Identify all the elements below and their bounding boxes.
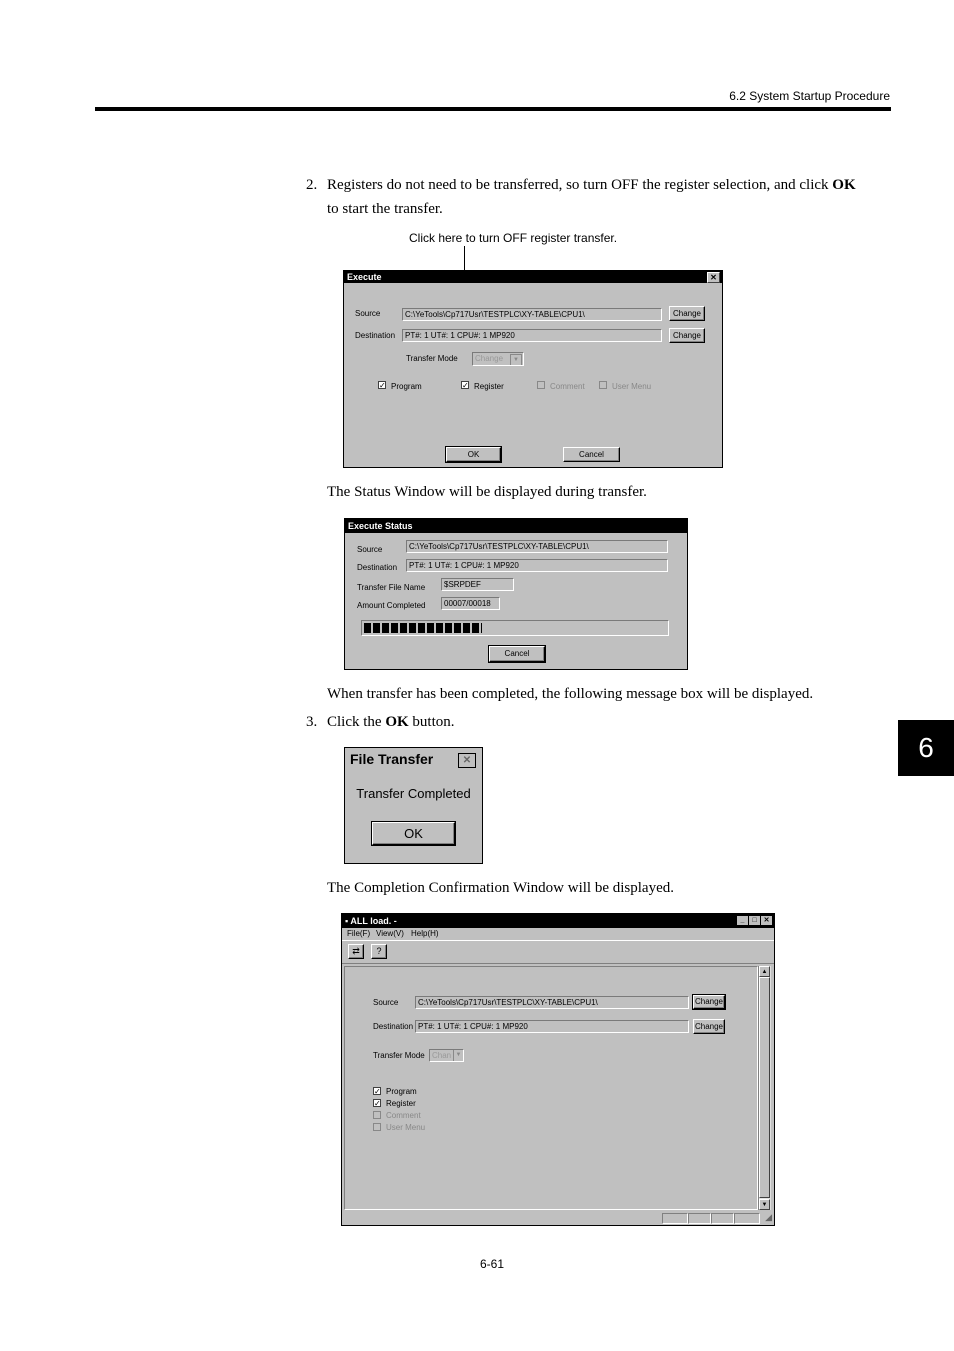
status-destination-field: PT#: 1 UT#: 1 CPU#: 1 MP920 (406, 559, 668, 572)
window-controls (737, 916, 772, 925)
user-menu-label: User Menu (612, 382, 652, 391)
all-load-title: ALL load. - (350, 916, 397, 926)
all-source-change-button[interactable]: Change (693, 995, 725, 1009)
all-load-window (341, 913, 775, 1226)
status-bar (342, 1211, 774, 1225)
all-source-label: Source (373, 998, 399, 1007)
callout-text: Click here to turn OFF register transfer. (409, 231, 618, 245)
amount-label: Amount Completed (357, 601, 426, 610)
destination-field[interactable]: PT#: 1 UT#: 1 CPU#: 1 MP920 (402, 329, 662, 342)
amount-field: 00007/00018 (441, 597, 500, 610)
execute-dialog (343, 270, 723, 468)
source-change-button[interactable]: Change (669, 306, 705, 321)
user-menu-checkbox[interactable] (599, 381, 607, 389)
all-program-checkbox[interactable]: ✓ (374, 1087, 381, 1096)
close-icon[interactable]: ✕ (707, 272, 720, 283)
scroll-down-icon[interactable]: ▼ (759, 1199, 770, 1210)
destination-label: Destination (355, 331, 396, 340)
status-destination-label: Destination (357, 563, 398, 572)
source-label: Source (355, 309, 381, 318)
maximize-icon[interactable]: □ (749, 916, 760, 925)
comment-checkbox[interactable] (537, 381, 545, 389)
status-pane-2 (688, 1213, 711, 1224)
menu-bar (342, 928, 774, 940)
all-load-title-bar (342, 914, 774, 928)
toolbar (342, 940, 774, 964)
transfer-mode-label: Transfer Mode (406, 354, 458, 363)
status-pane-3 (711, 1213, 734, 1224)
menu-help[interactable]: Help(H) (411, 929, 439, 938)
register-checkbox[interactable]: ✓ (462, 381, 469, 390)
file-transfer-ok-button[interactable]: OK (372, 822, 455, 845)
register-label: Register (474, 382, 504, 391)
close-icon[interactable]: ✕ (458, 753, 476, 768)
complete-note: When transfer has been completed, the following message box will be displayed. (327, 686, 814, 702)
status-source-label: Source (357, 545, 383, 554)
running-header: 6.2 System Startup Procedure (729, 89, 890, 103)
execute-title: Execute (347, 272, 382, 282)
execute-title-bar (344, 271, 722, 283)
source-field[interactable]: C:\YeTools\Cp717Usr\TESTPLC\XY-TABLE\CPU1\ (402, 308, 662, 321)
header-rule (95, 107, 891, 111)
all-load-content (344, 966, 758, 1210)
minimize-icon[interactable]: _ (737, 916, 748, 925)
confirm-note: The Completion Confirmation Window will be displayed. (327, 880, 674, 896)
ok-button[interactable]: OK (446, 447, 501, 462)
page-number: 6-61 (479, 1257, 505, 1271)
all-source-field[interactable]: C:\YeTools\Cp717Usr\TESTPLC\XY-TABLE\CPU1\ (415, 996, 689, 1009)
all-transfer-mode-value: Chan (432, 1051, 452, 1060)
step-2-number: 2. (306, 177, 318, 193)
step-2-text (327, 173, 893, 221)
all-destination-field[interactable]: PT#: 1 UT#: 1 CPU#: 1 MP920 (415, 1020, 689, 1033)
all-comment-checkbox[interactable] (373, 1111, 381, 1119)
all-destination-change-button[interactable]: Change (693, 1019, 725, 1034)
execute-status-title: Execute Status (345, 519, 687, 533)
step-3-text (327, 710, 455, 734)
status-pane-4 (734, 1213, 760, 1224)
all-register-label: Register (386, 1099, 416, 1108)
scroll-thumb[interactable] (759, 977, 770, 1198)
step-3-text-before: Click the (327, 714, 386, 730)
step-2-text-after: to start the transfer. (327, 201, 443, 217)
scroll-up-icon[interactable]: ▲ (759, 966, 770, 977)
status-note: The Status Window will be displayed during transfer. (327, 484, 647, 500)
program-checkbox[interactable]: ✓ (379, 381, 386, 390)
progress-fill (364, 623, 482, 633)
destination-change-button[interactable]: Change (669, 328, 705, 343)
comment-label: Comment (550, 382, 585, 391)
status-source-field: C:\YeTools\Cp717Usr\TESTPLC\XY-TABLE\CPU1\ (406, 540, 668, 553)
execute-status-dialog (344, 518, 688, 670)
program-label: Program (391, 382, 422, 391)
app-icon: ▪ (345, 916, 349, 926)
close-icon[interactable]: ✕ (761, 916, 772, 925)
chevron-down-icon: ▼ (453, 1050, 463, 1061)
cancel-button[interactable]: Cancel (563, 447, 620, 462)
status-cancel-button[interactable]: Cancel (489, 646, 545, 662)
all-user-menu-checkbox[interactable] (373, 1123, 381, 1131)
transfer-completed-message: Transfer Completed (356, 786, 471, 801)
all-register-checkbox[interactable]: ✓ (374, 1099, 381, 1108)
all-transfer-mode-select[interactable] (429, 1049, 464, 1062)
menu-view[interactable]: View(V) (376, 929, 404, 938)
resize-grip-icon[interactable]: ◢ (765, 1212, 772, 1222)
file-transfer-dialog (344, 747, 483, 864)
step-3-ok-bold: OK (385, 714, 409, 730)
transfer-mode-select[interactable] (472, 352, 524, 366)
all-comment-label: Comment (386, 1111, 421, 1120)
help-icon[interactable]: ? (371, 944, 387, 959)
step-2-ok-bold: OK (832, 177, 856, 193)
all-program-label: Program (386, 1087, 417, 1096)
all-destination-label: Destination (373, 1022, 414, 1031)
menu-file[interactable]: File(F) (347, 929, 371, 938)
chapter-tab: 6 (898, 720, 954, 776)
transfer-tool-icon[interactable]: ⇄ (348, 944, 364, 959)
step-3-text-after: button. (408, 714, 455, 730)
file-transfer-title-bar (345, 748, 482, 770)
all-user-menu-label: User Menu (386, 1123, 426, 1132)
chevron-down-icon: ▼ (510, 354, 522, 366)
all-transfer-mode-label: Transfer Mode (373, 1051, 425, 1060)
step-2-text-before: Registers do not need to be transferred, so turn OFF the register selection, and click (327, 177, 833, 193)
progress-bar (361, 620, 669, 636)
status-pane-1 (662, 1213, 688, 1224)
step-3-number: 3. (306, 714, 318, 730)
file-name-label: Transfer File Name (357, 583, 426, 592)
transfer-mode-value: Change (475, 354, 504, 363)
vertical-scrollbar[interactable] (758, 966, 771, 1210)
file-transfer-title: File Transfer (350, 751, 434, 767)
file-name-field: $SRPDEF (441, 578, 514, 591)
